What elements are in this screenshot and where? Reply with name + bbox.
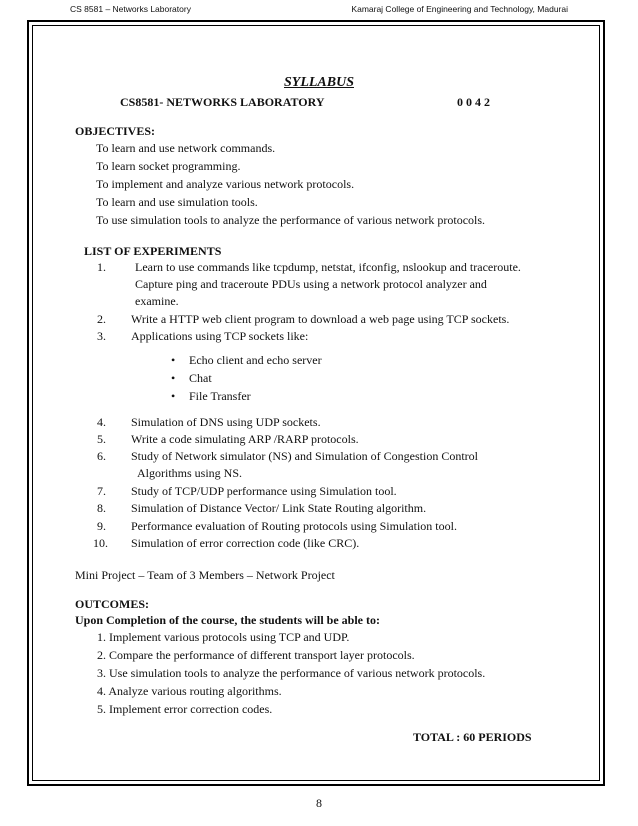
experiment-number: 3. (97, 329, 106, 343)
outcome-item: 5. Implement error correction codes. (97, 702, 273, 716)
objective-item: To implement and analyze various network protocols. (96, 177, 355, 191)
experiment-number: 8. (97, 501, 106, 515)
page-number: 8 (316, 796, 322, 810)
total-periods: TOTAL : 60 PERIODS (413, 730, 532, 744)
experiment-item-cont: examine. (135, 294, 179, 308)
experiment-number: 1. (97, 260, 106, 274)
experiment-item: Simulation of Distance Vector/ Link State Routing algorithm. (131, 501, 427, 515)
experiments-heading: LIST OF EXPERIMENTS (84, 244, 222, 258)
course-title: CS8581- NETWORKS LABORATORY (120, 95, 325, 109)
mini-project: Mini Project – Team of 3 Members – Network Project (75, 568, 335, 582)
experiment-item: Write a HTTP web client program to download a web page using TCP sockets. (131, 312, 510, 326)
bullet-item: • Echo client and echo server (189, 353, 322, 367)
outcome-item: 1. Implement various protocols using TCP and UDP. (97, 630, 350, 644)
objective-item: To learn socket programming. (96, 159, 241, 173)
bullet-item: • File Transfer (189, 389, 251, 403)
objective-item: To learn and use network commands. (96, 141, 276, 155)
experiment-number: 6. (97, 449, 106, 463)
outcomes-subheading: Upon Completion of the course, the students will be able to: (75, 613, 380, 627)
experiment-item-cont: Capture ping and traceroute PDUs using a network protocol analyzer and (135, 277, 487, 291)
experiment-item: Learn to use commands like tcpdump, netstat, ifconfig, nslookup and traceroute. (135, 260, 521, 274)
experiment-number: 10. (93, 536, 108, 550)
experiment-item: Simulation of error correction code (like CRC). (131, 536, 360, 550)
experiment-number: 5. (97, 432, 106, 446)
experiment-number: 7. (97, 484, 106, 498)
experiment-item: Applications using TCP sockets like: (131, 329, 309, 343)
experiment-item: Study of TCP/UDP performance using Simulation tool. (131, 484, 397, 498)
outcome-item: 2. Compare the performance of different transport layer protocols. (97, 648, 415, 662)
experiment-item-cont: Algorithms using NS. (137, 466, 243, 480)
header-right: Kamaraj College of Engineering and Technology, Madurai (351, 4, 568, 14)
outcomes-heading: OUTCOMES: (75, 597, 150, 611)
objective-item: To learn and use simulation tools. (96, 195, 258, 209)
header-left: CS 8581 – Networks Laboratory (70, 4, 191, 14)
course-credits: 0 0 4 2 (457, 95, 490, 109)
outcome-item: 4. Analyze various routing algorithms. (97, 684, 282, 698)
bullet-item: • Chat (189, 371, 212, 385)
experiment-item: Simulation of DNS using UDP sockets. (131, 415, 321, 429)
objective-item: To use simulation tools to analyze the performance of various network protocols. (96, 213, 486, 227)
experiment-number: 9. (97, 519, 106, 533)
experiment-item: Performance evaluation of Routing protocols using Simulation tool. (131, 519, 457, 533)
syllabus-title: SYLLABUS (283, 75, 354, 90)
outcome-item: 3. Use simulation tools to analyze the performance of various network protocols. (97, 666, 486, 680)
experiment-number: 2. (97, 312, 106, 326)
objectives-heading: OBJECTIVES: (75, 124, 156, 138)
experiment-item: Study of Network simulator (NS) and Simulation of Congestion Control (131, 449, 478, 463)
experiment-item: Write a code simulating ARP /RARP protocols. (131, 432, 359, 446)
experiment-number: 4. (97, 415, 106, 429)
